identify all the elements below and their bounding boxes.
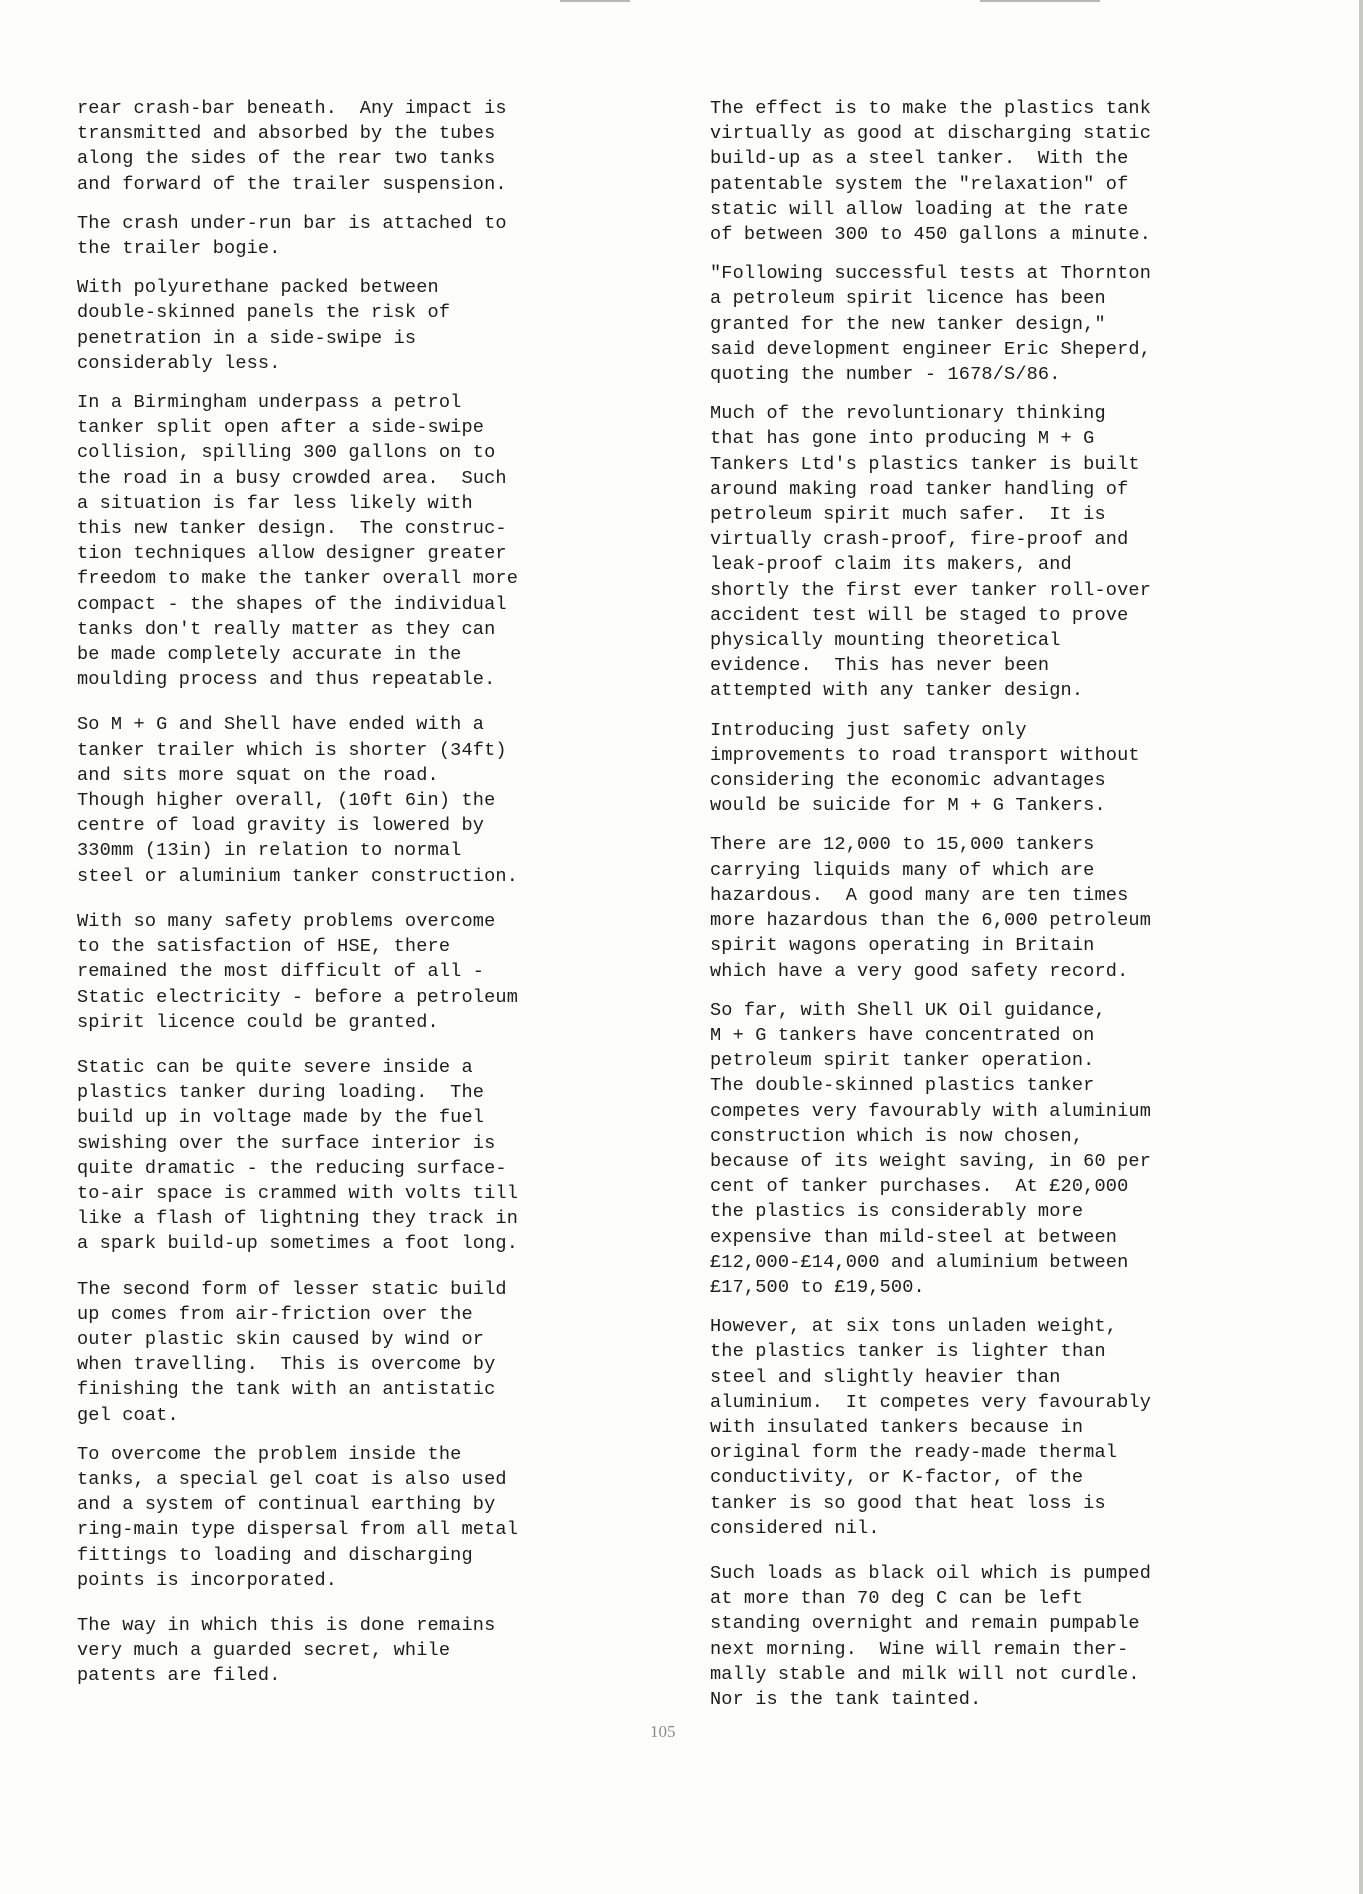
- text-line: carrying liquids many of which are: [710, 859, 1095, 881]
- text-line: with insulated tankers because in: [710, 1416, 1084, 1438]
- text-line: petroleum spirit tanker operation.: [710, 1050, 1095, 1072]
- text-line: very much a guarded secret, while: [77, 1640, 451, 1662]
- text-line: mally stable and milk will not curdle.: [710, 1663, 1140, 1685]
- text-line: compact - the shapes of the individual: [77, 593, 507, 615]
- text-line: With polyurethane packed between: [77, 277, 439, 299]
- text-line: original form the ready-made thermal: [710, 1442, 1118, 1464]
- text-line: considered nil.: [710, 1517, 880, 1539]
- text-line: said development engineer Eric Sheperd,: [710, 338, 1152, 360]
- text-line: to-air space is crammed with volts till: [77, 1182, 519, 1204]
- text-line: be made completely accurate in the: [77, 644, 462, 666]
- text-line: Static can be quite severe inside a: [77, 1056, 473, 1078]
- paragraph: [710, 1561, 1151, 1712]
- text-line: expensive than mild-steel at between: [710, 1226, 1118, 1248]
- paragraph: [710, 401, 1151, 703]
- text-line: next morning. Wine will remain ther-: [710, 1638, 1129, 1660]
- text-line: standing overnight and remain pumpable: [710, 1613, 1140, 1635]
- text-line: So M + G and Shell have ended with a: [77, 714, 485, 736]
- text-line: accident test will be staged to prove: [710, 604, 1129, 626]
- text-line: around making road tanker handling of: [710, 478, 1129, 500]
- text-line: this new tanker design. The construc-: [77, 518, 507, 540]
- text-line: conductivity, or K-factor, of the: [710, 1467, 1084, 1489]
- text-line: patents are filed.: [77, 1665, 281, 1687]
- text-line: "Following successful tests at Thornton: [710, 263, 1152, 285]
- text-line: the trailer bogie.: [77, 238, 281, 260]
- text-line: So far, with Shell UK Oil guidance,: [710, 999, 1106, 1021]
- text-line: and sits more squat on the road.: [77, 764, 439, 786]
- text-line: steel or aluminium tanker construction.: [77, 865, 519, 887]
- text-line: collision, spilling 300 gallons on to: [77, 442, 496, 464]
- text-line: of between 300 to 450 gallons a minute.: [710, 224, 1152, 246]
- text-line: freedom to make the tanker overall more: [77, 568, 519, 590]
- text-line: at more than 70 deg C can be left: [710, 1588, 1084, 1610]
- text-line: virtually as good at discharging static: [710, 123, 1152, 145]
- text-line: that has gone into producing M + G: [710, 428, 1095, 450]
- text-line: In a Birmingham underpass a petrol: [77, 392, 462, 414]
- text-line: With so many safety problems overcome: [77, 910, 496, 932]
- text-line: leak-proof claim its makers, and: [710, 554, 1072, 576]
- paragraph: [710, 261, 1151, 387]
- text-line: tanks don't really matter as they can: [77, 618, 496, 640]
- text-line: Introducing just safety only: [710, 719, 1027, 741]
- text-line: considering the economic advantages: [710, 770, 1106, 792]
- text-line: the plastics is considerably more: [710, 1201, 1084, 1223]
- paragraph: [710, 718, 1151, 819]
- paragraph: [710, 96, 1151, 247]
- text-line: The double-skinned plastics tanker: [710, 1075, 1095, 1097]
- text-line: points is incorporated.: [77, 1569, 338, 1591]
- paragraph: [77, 211, 518, 261]
- text-line: tanker split open after a side-swipe: [77, 417, 485, 439]
- page-number: 105: [650, 1722, 676, 1741]
- paragraph: [77, 1055, 518, 1257]
- text-line: M + G tankers have concentrated on: [710, 1024, 1095, 1046]
- text-line: finishing the tank with an antistatic: [77, 1379, 496, 1401]
- text-line: cent of tanker purchases. At £20,000: [710, 1176, 1129, 1198]
- text-line: shortly the first ever tanker roll-over: [710, 579, 1152, 601]
- text-line: Static electricity - before a petroleum: [77, 986, 519, 1008]
- text-line: quite dramatic - the reducing surface-: [77, 1157, 507, 1179]
- paragraph: [710, 1314, 1151, 1541]
- paragraph: [77, 96, 518, 197]
- text-line: build up in voltage made by the fuel: [77, 1107, 485, 1129]
- paragraph: [77, 1442, 518, 1593]
- text-line: and a system of continual earthing by: [77, 1494, 496, 1516]
- text-line: construction which is now chosen,: [710, 1125, 1084, 1147]
- scan-mark: [980, 0, 1100, 2]
- text-line: remained the most difficult of all -: [77, 961, 485, 983]
- text-line: quoting the number - 1678/S/86.: [710, 364, 1061, 386]
- text-line: Nor is the tank tainted.: [710, 1688, 982, 1710]
- text-line: up comes from air-friction over the: [77, 1303, 473, 1325]
- text-line: spirit wagons operating in Britain: [710, 935, 1095, 957]
- paragraph: [77, 1277, 518, 1428]
- text-line: Though higher overall, (10ft 6in) the: [77, 790, 496, 812]
- paragraph: [710, 832, 1151, 983]
- text-line: plastics tanker during loading. The: [77, 1082, 485, 1104]
- text-line: £17,500 to £19,500.: [710, 1276, 925, 1298]
- text-line: considerably less.: [77, 352, 281, 374]
- text-line: The effect is to make the plastics tank: [710, 98, 1152, 119]
- text-line: There are 12,000 to 15,000 tankers: [710, 834, 1095, 856]
- text-line: a situation is far less likely with: [77, 492, 473, 514]
- text-line: fittings to loading and discharging: [77, 1544, 473, 1566]
- text-line: and forward of the trailer suspension.: [77, 173, 507, 195]
- text-line: evidence. This has never been: [710, 655, 1050, 677]
- text-line: a spark build-up sometimes a foot long.: [77, 1233, 519, 1255]
- text-line: granted for the new tanker design,": [710, 313, 1106, 335]
- scan-edge: [1359, 0, 1363, 1894]
- paragraph: [77, 1613, 518, 1689]
- text-line: steel and slightly heavier than: [710, 1366, 1061, 1388]
- text-line: petroleum spirit much safer. It is: [710, 504, 1106, 526]
- text-line: £12,000-£14,000 and aluminium between: [710, 1251, 1129, 1273]
- paragraph: [77, 909, 518, 1035]
- text-line: tanker is so good that heat loss is: [710, 1492, 1106, 1514]
- text-line: Such loads as black oil which is pumped: [710, 1562, 1152, 1584]
- paragraph: [77, 390, 518, 692]
- text-line: competes very favourably with aluminium: [710, 1100, 1152, 1122]
- text-line: tanks, a special gel coat is also used: [77, 1468, 507, 1490]
- text-line: Much of the revoluntionary thinking: [710, 403, 1106, 425]
- text-line: centre of load gravity is lowered by: [77, 815, 485, 837]
- text-line: because of its weight saving, in 60 per: [710, 1150, 1152, 1172]
- right-text-column: [710, 96, 1151, 1726]
- text-line: static will allow loading at the rate: [710, 198, 1129, 220]
- text-line: tanker trailer which is shorter (34ft): [77, 739, 507, 761]
- text-line: the road in a busy crowded area. Such: [77, 467, 507, 489]
- text-line: tion techniques allow designer greater: [77, 543, 507, 565]
- text-line: rear crash-bar beneath. Any impact is: [77, 98, 507, 119]
- text-line: more hazardous than the 6,000 petroleum: [710, 910, 1152, 932]
- text-line: The crash under-run bar is attached to: [77, 212, 507, 234]
- text-line: physically mounting theoretical: [710, 630, 1061, 652]
- paragraph: [77, 275, 518, 376]
- text-line: improvements to road transport without: [710, 744, 1140, 766]
- text-line: moulding process and thus repeatable.: [77, 669, 496, 691]
- text-line: spirit licence could be granted.: [77, 1011, 439, 1033]
- text-line: gel coat.: [77, 1404, 179, 1426]
- text-line: double-skinned panels the risk of: [77, 302, 451, 324]
- text-line: when travelling. This is overcome by: [77, 1354, 496, 1376]
- text-line: 330mm (13in) in relation to normal: [77, 840, 462, 862]
- text-line: patentable system the "relaxation" of: [710, 173, 1129, 195]
- text-line: ring-main type dispersal from all metal: [77, 1519, 519, 1541]
- paragraph: [77, 712, 518, 888]
- text-line: to the satisfaction of HSE, there: [77, 936, 451, 958]
- text-line: attempted with any tanker design.: [710, 680, 1084, 702]
- text-line: a petroleum spirit licence has been: [710, 288, 1106, 310]
- text-line: Tankers Ltd's plastics tanker is built: [710, 453, 1140, 475]
- left-text-column: [77, 96, 518, 1703]
- text-line: transmitted and absorbed by the tubes: [77, 123, 496, 145]
- text-line: However, at six tons unladen weight,: [710, 1316, 1118, 1338]
- text-line: swishing over the surface interior is: [77, 1132, 496, 1154]
- text-line: along the sides of the rear two tanks: [77, 148, 496, 170]
- text-line: aluminium. It competes very favourably: [710, 1391, 1152, 1413]
- text-line: build-up as a steel tanker. With the: [710, 148, 1129, 170]
- text-line: would be suicide for M + G Tankers.: [710, 795, 1106, 817]
- text-line: hazardous. A good many are ten times: [710, 884, 1129, 906]
- text-line: like a flash of lightning they track in: [77, 1208, 519, 1230]
- text-line: The second form of lesser static build: [77, 1278, 507, 1300]
- text-line: the plastics tanker is lighter than: [710, 1341, 1106, 1363]
- text-line: penetration in a side-swipe is: [77, 327, 417, 349]
- text-line: The way in which this is done remains: [77, 1614, 496, 1636]
- text-line: To overcome the problem inside the: [77, 1443, 462, 1465]
- text-line: virtually crash-proof, fire-proof and: [710, 529, 1129, 551]
- text-line: which have a very good safety record.: [710, 960, 1129, 982]
- scan-mark: [560, 0, 630, 2]
- text-line: outer plastic skin caused by wind or: [77, 1328, 485, 1350]
- paragraph: [710, 998, 1151, 1300]
